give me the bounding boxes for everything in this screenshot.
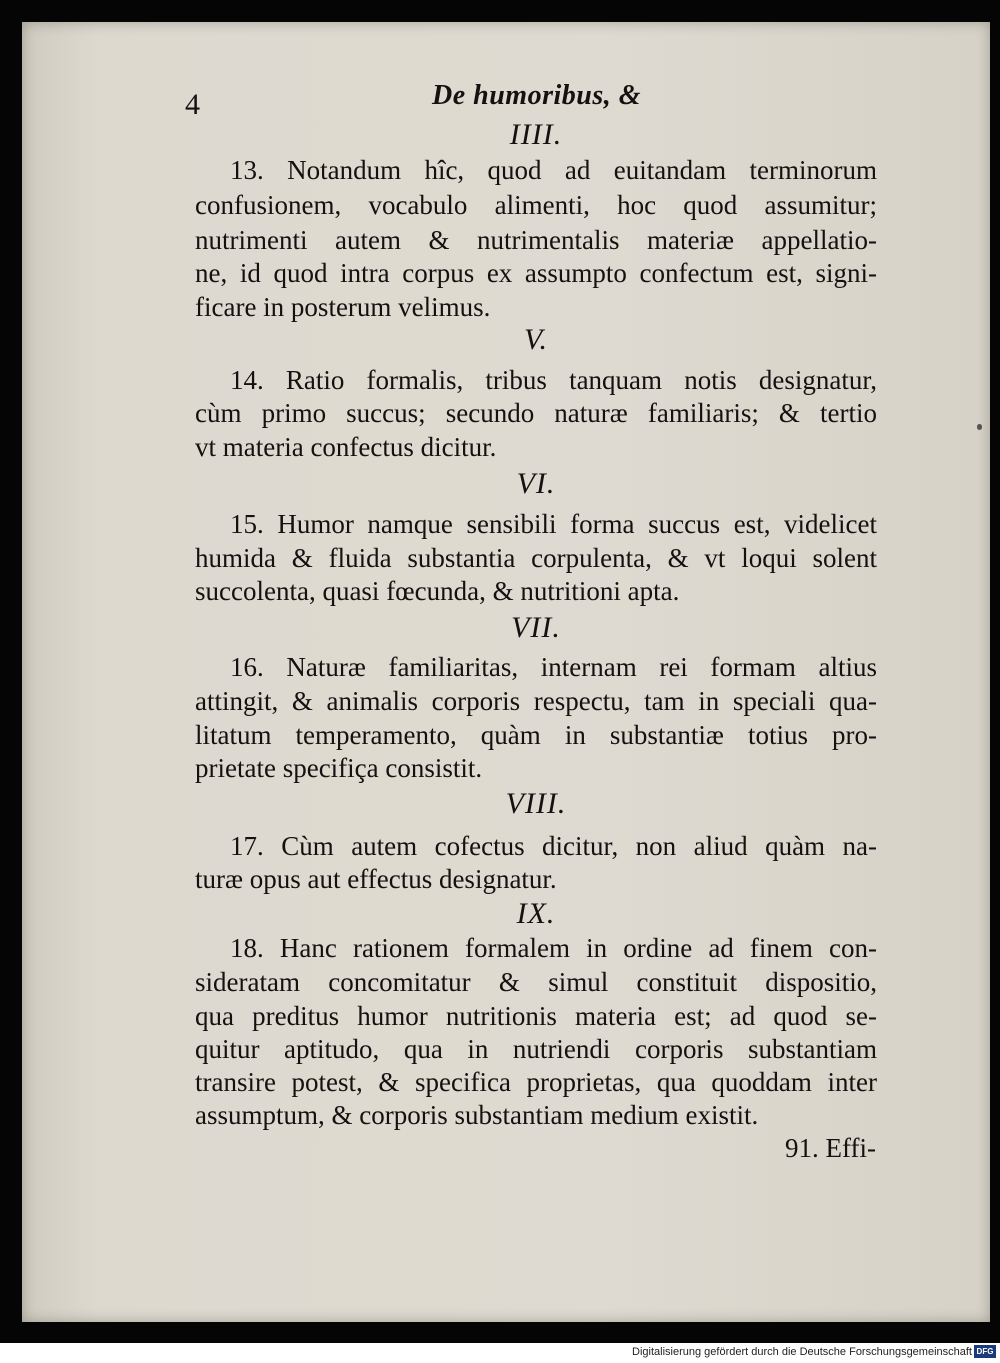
section-numeral: IIII. [509,118,563,151]
text-line: qua preditus humor nutritionis materia est; ad quod se- [195,1001,877,1031]
section-numeral: IX. [516,897,556,930]
text-line: quitur aptitudo, qua in nutriendi corporis substantiam [195,1034,877,1064]
text-line: nutrimenti autem & nutrimentalis materiæ appellatio- [195,225,877,255]
text-line: turæ opus aut effectus designatur. [195,864,557,894]
text-line: 17. Cùm autem cofectus dicitur, non aliud quàm na- [230,831,877,861]
page-number: 4 [185,88,200,121]
digitization-credit: Digitalisierung gefördert durch die Deutsche Forschungsgemeinschaft [632,1346,972,1358]
text-line: confusionem, vocabulo alimenti, hoc quod assumitur; [195,190,877,220]
text-line: litatum temperamento, quàm in substantiæ totius pro- [195,720,877,750]
text-line: ne, id quod intra corpus ex assumpto confectum est, signi- [195,258,877,288]
text-line: 13. Notandum hîc, quod ad euitandam terminorum [230,155,877,185]
section-numeral: VI. [516,467,556,500]
section-numeral: VIII. [505,787,567,820]
dfg-logo: DFG [974,1345,996,1358]
text-line: vt materia confectus dicitur. [195,432,497,462]
text-line: prietate specifiça consistit. [195,753,483,783]
text-line: succolenta, quasi fœcunda, & nutritioni apta. [195,576,680,606]
text-line: ficare in posterum velimus. [195,292,491,322]
text-line: 16. Naturæ familiaritas, internam rei formam altius [230,652,877,682]
text-line: attingit, & animalis corporis respectu, tam in speciali qua- [195,686,877,716]
text-line: assumptum, & corporis substantiam medium existit. [195,1100,759,1130]
section-numeral: V. [524,323,548,356]
page-edge-mark [977,424,982,430]
catchword: 91. Effi- [785,1133,876,1163]
text-line: 18. Hanc rationem formalem in ordine ad finem con- [230,933,877,963]
text-line: transire potest, & specifica proprietas, qua quoddam inter [195,1067,877,1097]
running-head: De humoribus, & [432,80,641,111]
section-numeral: VII. [511,611,561,644]
text-line: humida & fluida substantia corpulenta, & vt loqui solent [195,543,877,573]
text-line: 14. Ratio formalis, tribus tanquam notis designatur, [230,365,877,395]
text-line: cùm primo succus; secundo naturæ familiaris; & tertio [195,398,877,428]
text-line: 15. Humor namque sensibili forma succus est, videlicet [230,509,877,539]
text-line: sideratam concomitatur & simul constituit dispositio, [195,967,877,997]
